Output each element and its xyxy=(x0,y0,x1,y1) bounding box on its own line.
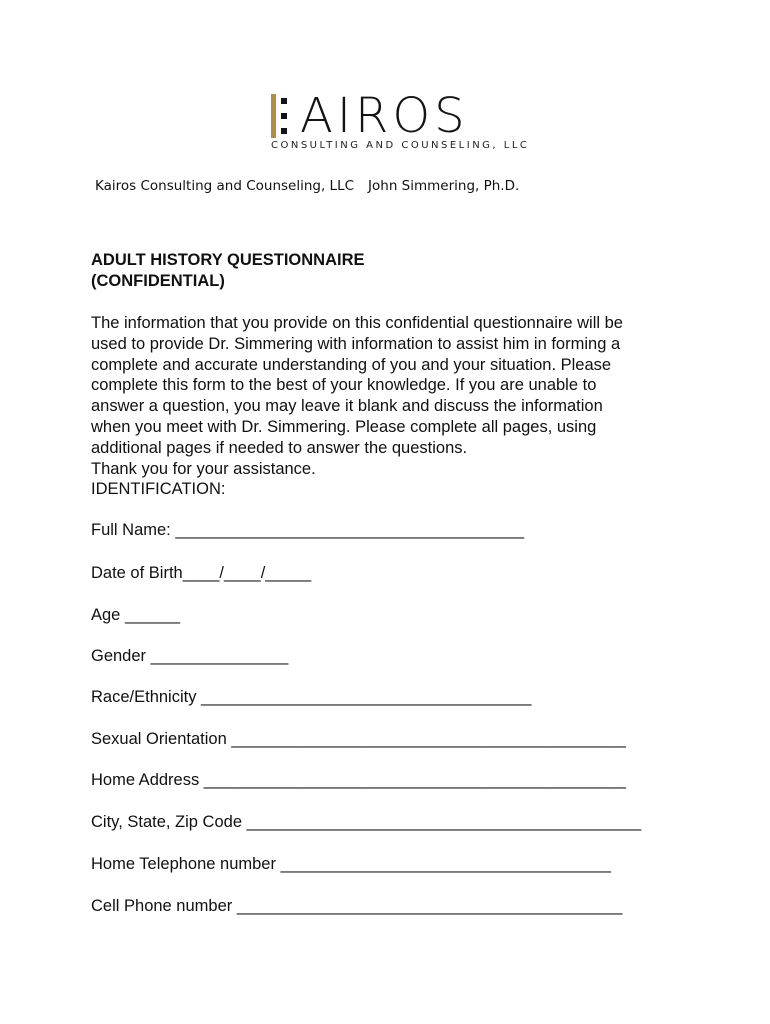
intro-line: complete and accurate understanding of you and your situation. Please xyxy=(91,355,612,374)
intro-line: used to provide Dr. Simmering with information to assist him in forming a xyxy=(91,334,621,353)
logo-tagline: CONSULTING AND COUNSELING, LLC xyxy=(271,140,530,151)
field-home-address[interactable]: Home Address ______________________________________________ xyxy=(91,771,626,789)
intro-line: complete this form to the best of your knowledge. If you are unable to xyxy=(91,376,597,395)
field-home-telephone[interactable]: Home Telephone number ____________________________________ xyxy=(91,855,611,873)
section-heading-identification: IDENTIFICATION: xyxy=(91,480,226,499)
kairos-k-mark-icon xyxy=(270,94,300,138)
intro-line: The information that you provide on this confidential questionnaire will be xyxy=(91,314,623,332)
field-full-name[interactable]: Full Name: ______________________________________ xyxy=(91,521,525,539)
practice-name: Kairos Consulting and Counseling, LLC xyxy=(95,178,355,194)
field-date-of-birth[interactable]: Date of Birth____/____/_____ xyxy=(91,564,312,582)
field-sexual-orientation[interactable]: Sexual Orientation ___________________________________________ xyxy=(91,730,626,748)
logo-wordmark: AIROS xyxy=(300,88,469,144)
field-race-ethnicity[interactable]: Race/Ethnicity ____________________________________ xyxy=(91,688,532,706)
form-title-line-1: ADULT HISTORY QUESTIONNAIRE xyxy=(91,251,365,269)
doctor-name: John Simmering, Ph.D. xyxy=(368,178,520,194)
form-title-line-2: (CONFIDENTIAL) xyxy=(91,272,225,290)
kairos-logo xyxy=(268,88,530,156)
field-age[interactable]: Age ______ xyxy=(91,606,181,624)
intro-line: when you meet with Dr. Simmering. Please complete all pages, using xyxy=(91,417,597,436)
intro-line: additional pages if needed to answer the questions. xyxy=(91,438,468,457)
form-title xyxy=(91,250,365,292)
field-city-state-zip[interactable]: City, State, Zip Code ___________________________________________ xyxy=(91,813,642,831)
practice-header xyxy=(95,178,519,194)
intro-line: Thank you for your assistance. xyxy=(91,459,316,478)
intro-paragraph xyxy=(91,313,666,500)
field-cell-phone[interactable]: Cell Phone number __________________________________________ xyxy=(91,897,623,915)
intro-line: answer a question, you may leave it blank and discuss the information xyxy=(91,397,603,416)
field-gender[interactable]: Gender _______________ xyxy=(91,647,289,665)
